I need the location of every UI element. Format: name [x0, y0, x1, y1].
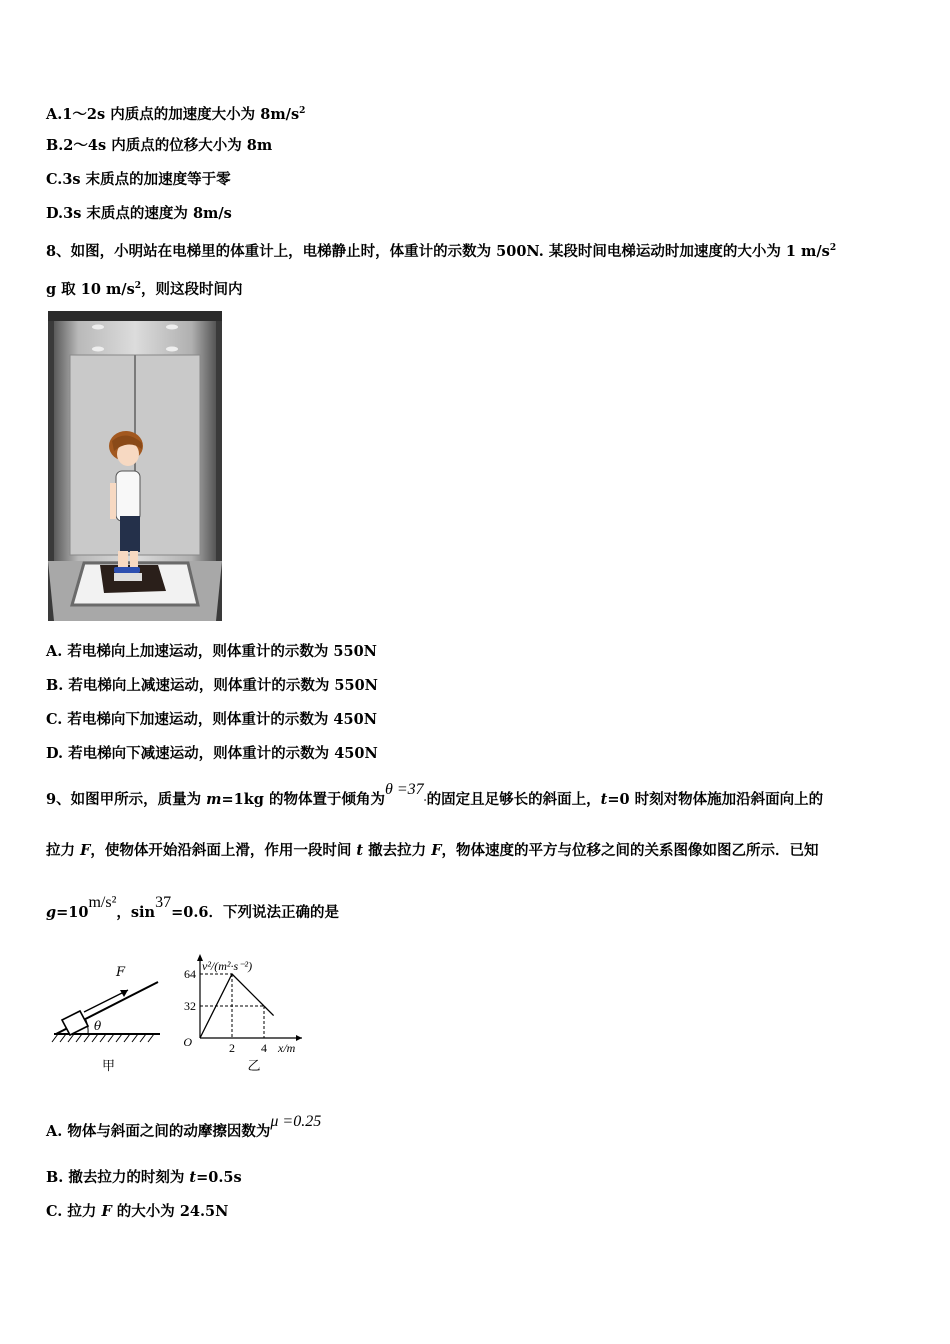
- q8-stem-line2: g 取 10 $m/s^2$，则这段时间内: [46, 281, 243, 298]
- q9-stem-line3: g=10m/s²，sin37=0.6．下列说法正确的是: [46, 894, 339, 921]
- q8-option-a: A. 若电梯向上加速运动，则体重计的示数为 550N: [46, 643, 377, 660]
- v2-x-chart: [172, 950, 312, 1080]
- q9-option-c: C. 拉力 F 的大小为 24.5N: [46, 1203, 229, 1220]
- q8-option-d: D. 若电梯向下减速运动，则体重计的示数为 450N: [46, 745, 378, 762]
- unit-formula: m/s²: [88, 894, 117, 911]
- q8-stem-line1: 8、如图，小明站在电梯里的体重计上，电梯静止时，体重计的示数为 500N. 某段时间电梯运动时加速度的大小为 1 $m/s^2$: [46, 243, 837, 260]
- force-label: F: [116, 965, 126, 980]
- fig-caption-right: 乙: [247, 1059, 261, 1074]
- q9-option-a: A. 物体与斜面之间的动摩擦因数为μ =0.25: [46, 1113, 322, 1140]
- q7-option-c: C.3s 末质点的加速度等于零: [46, 171, 231, 188]
- q7-option-b: B.2～4s 内质点的位移大小为 8m: [46, 137, 273, 154]
- angle-label: θ: [94, 1019, 102, 1033]
- q9-stem-line1: 9、如图甲所示，质量为 m=1kg 的物体置于倾角为θ =37°的固定且足够长的斜面上，t=0 时刻对物体施加沿斜面向上的: [46, 781, 824, 808]
- q8-option-c: C. 若电梯向下加速运动，则体重计的示数为 450N: [46, 711, 377, 728]
- x-axis-label: x/m: [278, 1041, 296, 1055]
- mu-formula: μ =0.25: [270, 1113, 322, 1130]
- q7-option-a: A.1～2s 内质点的加速度大小为 $8m/s^2$: [46, 106, 306, 123]
- series-line-extension: [264, 1006, 274, 1016]
- y-tick-64: 64: [184, 967, 196, 981]
- q7-option-d: D.3s 末质点的速度为 8m/s: [46, 205, 232, 222]
- q8-option-b: B. 若电梯向上减速运动，则体重计的示数为 550N: [46, 677, 378, 694]
- sin-formula: 37: [155, 894, 172, 911]
- y-tick-32: 32: [184, 999, 196, 1013]
- elevator-figure: [48, 311, 222, 621]
- y-axis-label: v²/(m²·s⁻²): [202, 959, 253, 973]
- q9-stem-line2: 拉力 F，使物体开始沿斜面上滑，作用一段时间 t 撤去拉力 F，物体速度的平方与位移之间的关系图像如图乙所示．已知: [46, 842, 819, 859]
- theta-formula: θ =37: [384, 781, 424, 798]
- q9-option-b: B. 撤去拉力的时刻为 t=0.5s: [46, 1169, 242, 1186]
- x-tick-2: 2: [229, 1041, 235, 1055]
- fig-caption-left: 甲: [102, 1059, 116, 1074]
- x-tick-4: 4: [261, 1041, 267, 1055]
- origin-label: O: [183, 1035, 192, 1049]
